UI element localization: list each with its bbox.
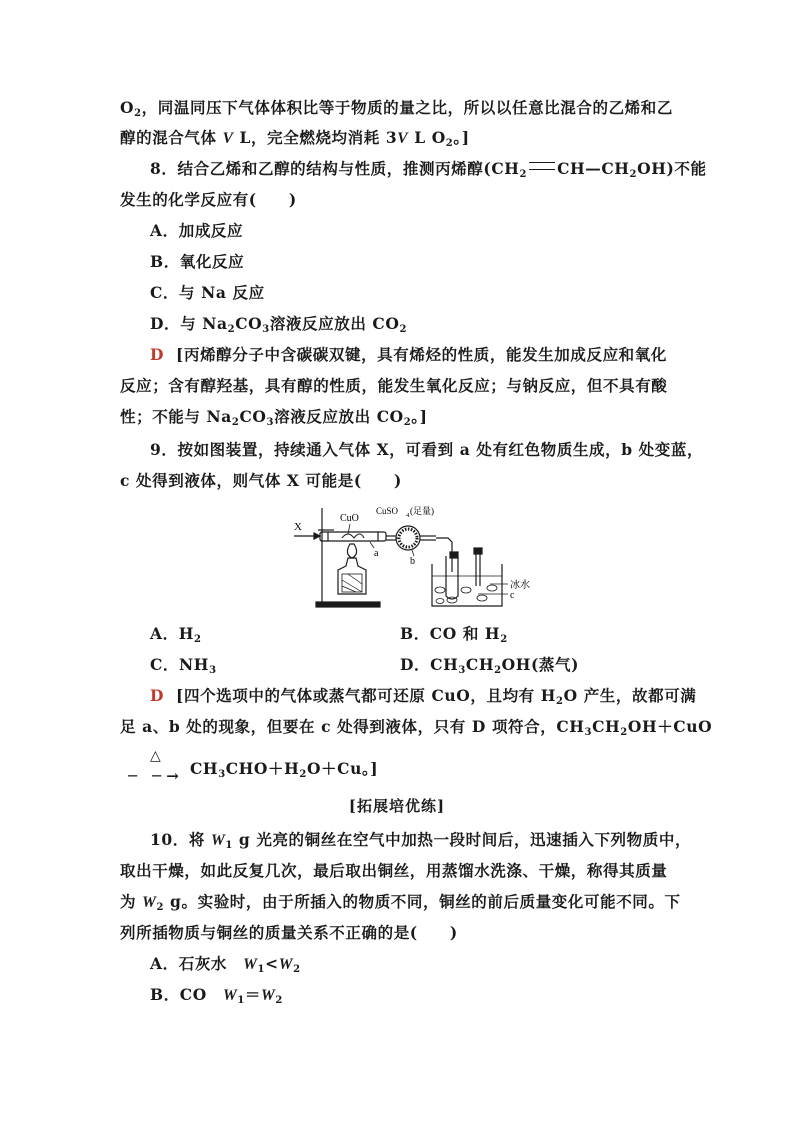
q7-text-line-1: $O_2$，同温同压下气体体积比等于物质的量之比，所以以任意比混合的乙烯和乙 <box>120 98 673 119</box>
q10-stem-line-4: 列所插物质与铜丝的质量关系不正确的是( ) <box>120 923 458 942</box>
label-ice-water: 冰水 <box>510 580 530 591</box>
q7-text-line-2: 醇的混合气体 V L，完全燃烧均消耗 3V L $O_2$。] <box>120 128 470 149</box>
q9-answer: D <box>150 686 165 705</box>
q9-explanation-line-2: 足 a、b 处的现象，但要在 c 处得到液体，只有 D 项符合，$CH_3CH_2OH+CuO$ <box>120 717 713 738</box>
q9-stem-line-1: 9．按如图装置，持续通入气体 X，可看到 a 处有红色物质生成，b 处变蓝， <box>150 440 704 459</box>
label-a: a <box>374 548 379 559</box>
label-cuso4: CuSO <box>376 506 399 516</box>
q8-answer: D <box>150 345 165 364</box>
q8-stem-line-2: 发生的化学反应有( ) <box>120 190 297 209</box>
q10-stem-line-1: 10．将 $W_1$ g 光亮的铜丝在空气中加热一段时间后，迅速插入下列物质中， <box>150 830 692 851</box>
q9-option-b: B．CO 和 $H_2$ <box>400 624 508 645</box>
flame <box>347 544 356 558</box>
q10-option-b: B．CO $W_1=W_2$ <box>150 985 283 1006</box>
heating-arrow: △ ─ ─ → <box>128 748 179 785</box>
q8-explanation-line-2: 反应；含有醇羟基，具有醇的性质，能发生氧化反应；与钠反应，但不具有酸 <box>120 376 668 395</box>
label-x: X <box>294 521 302 533</box>
q8-option-a: A．加成反应 <box>150 221 244 240</box>
q9-option-d: D．$CH_3CH_2OH$(蒸气) <box>400 655 580 676</box>
label-cuo: CuO <box>340 513 359 524</box>
double-bond-symbol <box>529 162 555 170</box>
q10-stem-line-3: 为 $W_2$ g。实验时，由于所插入的物质不同，铜丝的前后质量变化可能不同。下 <box>120 892 681 913</box>
q9-explanation-line-3: $CH_3CHO+H_2O+Cu$。] <box>190 759 379 780</box>
q9-option-a: A．$H_2$ <box>150 624 202 645</box>
q8-option-b: B．氧化反应 <box>150 252 245 271</box>
q8-option-c: C．与 Na 反应 <box>150 283 265 302</box>
label-c: c <box>510 590 515 601</box>
q10-stem-line-2: 取出干燥，如此反复几次，最后取出铜丝，用蒸馏水洗涤、干燥，称得其质量 <box>120 861 668 880</box>
section-title: [拓展培优练] <box>348 797 446 815</box>
q8-explanation-line-1: D [丙烯醇分子中含碳碳双键，具有烯烃的性质，能发生加成反应和氧化 <box>150 345 667 364</box>
q8-option-d: D．与 $Na_2CO_3$溶液反应放出 $CO_2$ <box>150 314 408 335</box>
q9-option-c: C．$NH_3$ <box>150 655 217 676</box>
q8-explanation-line-3: 性；不能与 $Na_2CO_3$溶液反应放出 $CO_2$。] <box>120 407 428 428</box>
q8-stem-line-1: 8．结合乙烯和乙醇的结构与性质，推测丙烯醇($CH_2$ $CH—CH_2OH$)不能 <box>150 159 707 180</box>
label-b: b <box>410 556 415 567</box>
cuo-powder <box>342 534 364 538</box>
apparatus-diagram <box>290 500 540 612</box>
q9-explanation-line-1: D [四个选项中的气体或蒸气都可还原 CuO，且均有 $H_2O$ 产生，故都可满 <box>150 686 697 707</box>
q10-option-a: A．石灰水 $W_1<W_2$ <box>150 954 301 975</box>
label-cuso4-sub: 4 <box>406 512 410 519</box>
heat-symbol: △ <box>150 748 161 764</box>
label-cuso4-tail: (足量) <box>410 506 434 516</box>
arrow-head <box>314 533 320 539</box>
q9-stem-line-2: c 处得到液体，则气体 X 可能是( ) <box>120 471 402 490</box>
stand-base <box>316 602 380 607</box>
